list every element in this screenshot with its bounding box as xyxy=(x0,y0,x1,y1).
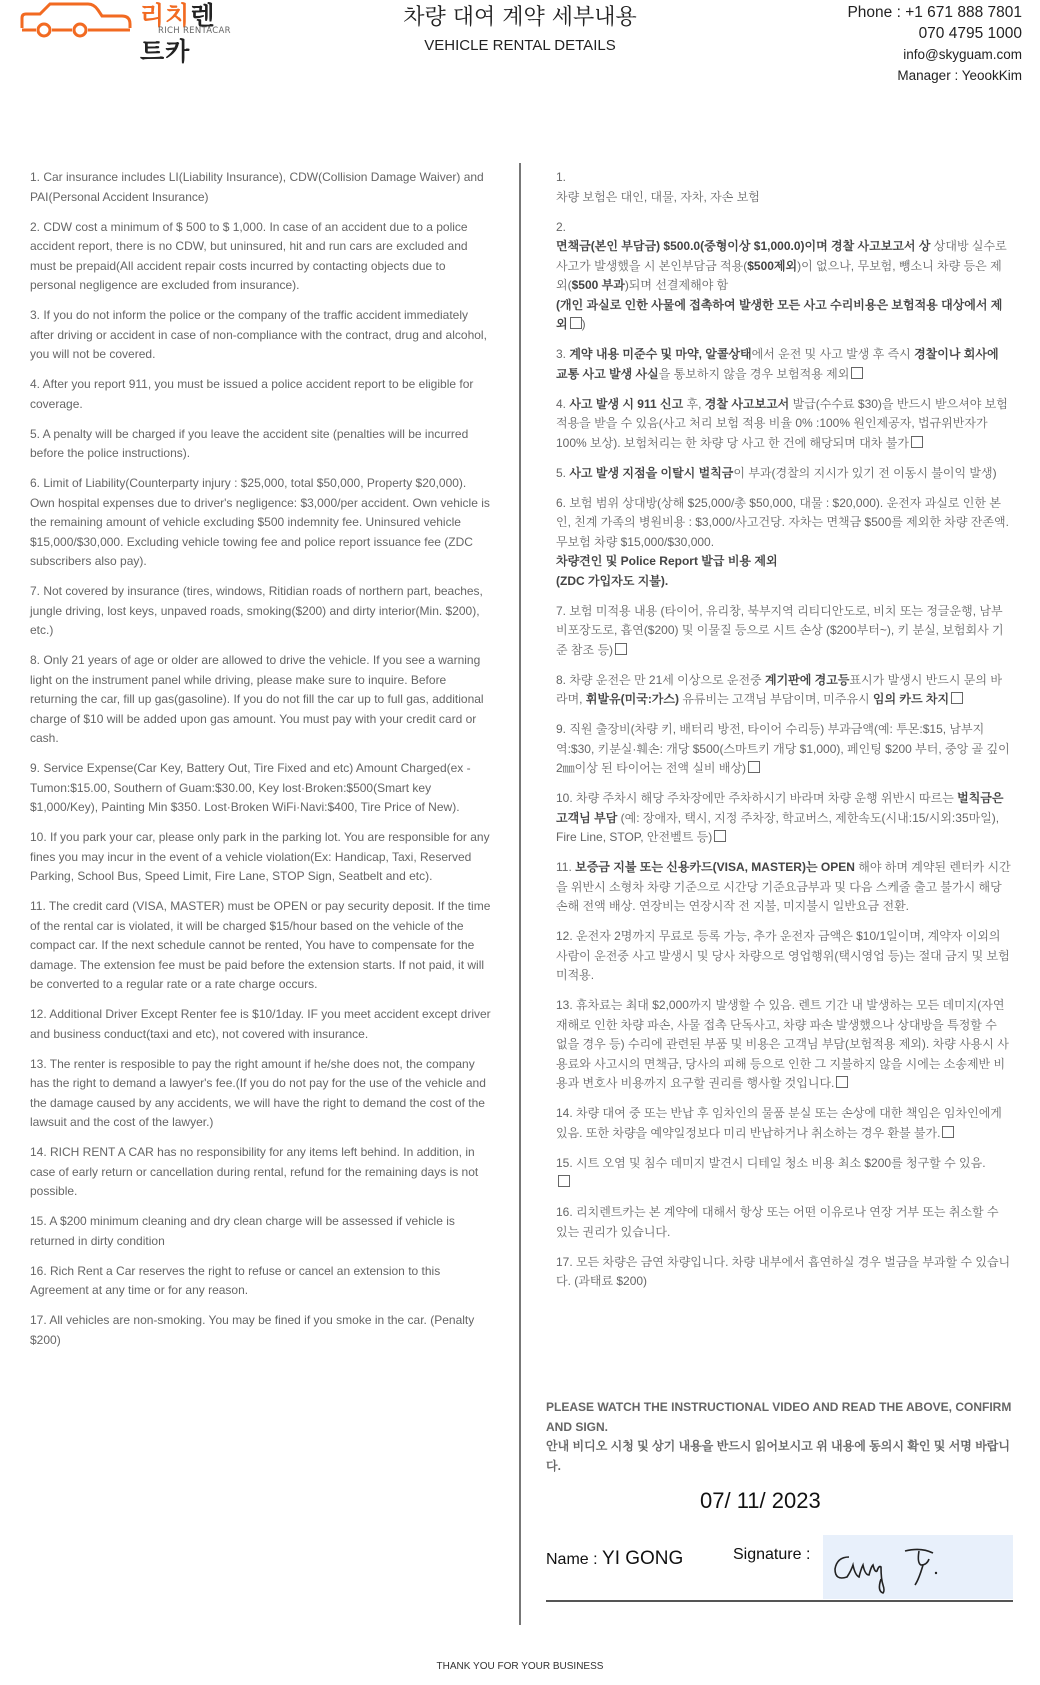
term-text: 상대방 실수로 사고가 발생했을 시 본인부담금 적용( xyxy=(556,239,1007,273)
english-term: 7. Not covered by insurance (tires, windows, Ritidian roads of northern part, beaches, jungle driving, lost keys, unpaved roads, smoking($200) and dirty interior(Min. $200), etc.) xyxy=(30,584,483,637)
term-text: 15. 시트 오염 및 침수 데미지 발견시 디테일 청소 비용 최소 $200를 청구할 수 있음. xyxy=(556,1155,986,1170)
term-bold: 사고 발생 시 911 신고 xyxy=(569,396,684,411)
term-text: )이 없으나, 무보험, 뺑소니 차량 등은 제외( xyxy=(556,258,1002,292)
korean-term-4 xyxy=(556,395,1011,454)
signature-line xyxy=(546,1600,1013,1602)
signature-drawing xyxy=(823,1535,1013,1599)
term-text: 11. xyxy=(556,860,576,874)
korean-term-14 xyxy=(556,1104,1011,1143)
term-text: 이 부과(경찰의 지시가 있기 전 이동시 불이익 발생) xyxy=(733,465,997,480)
term-bold: 차량견인 및 Police Report 발급 비용 제외 xyxy=(556,554,778,568)
term-text: 4. xyxy=(556,396,570,411)
checkbox[interactable] xyxy=(570,317,582,329)
term-bold: 계약 내용 미준수 및 마약, 알콜상태 xyxy=(569,347,752,361)
term-text: 5. xyxy=(556,465,570,480)
korean-term-15 xyxy=(556,1154,1011,1193)
term-text: 12. 운전자 2명까지 무료로 등록 가능, 추가 운전자 금액은 $10/1일이며, 계약자 이외의 사람이 운전중 사고 발생시 및 당사 차량으로 영업행위(택시영업 등)는 절대 금지 및 보험 미적용. xyxy=(556,929,1010,982)
term-bold: 사고 발생 지점을 이탈시 벌칙금 xyxy=(569,465,734,480)
english-term: 5. A penalty will be charged if you leave the accident site (penalties will be incurred before the police instructions). xyxy=(30,426,469,460)
name-label: Name : xyxy=(546,1551,603,1568)
term-bold: 임의 카드 차지 xyxy=(872,692,950,706)
contact-info xyxy=(847,2,1022,86)
english-term: 10. If you park your car, please only park in the parking lot. You are responsible for any fines you may incur in the event of a vehicle violation(Ex: Handicap, Taxi, Reserved Parking, School Bus, Speed Limit, Fire Lane, STOP Sign, Seatbelt and etc). xyxy=(30,830,490,883)
column-divider xyxy=(519,163,521,1625)
term-text: 6. 보험 범위 상대방(상해 $25,000/총 $50,000, 대물 : $20,000). 운전자 과실로 인한 본인, 친계 가족의 병원비용 : $3,000/사고건당. 자차는 면책금 $500를 제외한 차량 잔존액. 무보험 차량 $15,000/$30,000. xyxy=(556,495,1009,549)
checkbox[interactable] xyxy=(615,643,627,655)
english-term: 12. Additional Driver Except Renter fee is $10/1day. IF you meet accident except driver and business conduct(taxi and etc), not covered with insurance. xyxy=(30,1007,491,1041)
korean-term-13 xyxy=(556,996,1011,1094)
term-bold: 계기판에 경고등 xyxy=(764,672,850,687)
term-text: 3. xyxy=(556,347,570,361)
term-text: 표시가 발생시 반드시 문의 바라며, xyxy=(556,672,1002,706)
korean-term-9 xyxy=(556,720,1011,779)
korean-term-11 xyxy=(556,858,1011,917)
english-term: 16. Rich Rent a Car reserves the right to refuse or cancel an extension to this Agreement at any time or for any reason. xyxy=(30,1263,441,1297)
checkbox[interactable] xyxy=(558,1175,570,1187)
term-text: )되며 선결제해야 함 xyxy=(624,278,729,292)
korean-term-7 xyxy=(556,602,1011,661)
english-term: 17. All vehicles are non-smoking. You may be fined if you smoke in the car. (Penalty $200) xyxy=(30,1313,475,1347)
signature-field[interactable] xyxy=(823,1535,1013,1599)
term-bold: 벌칙금은 고객님 부담 xyxy=(556,791,1004,825)
term-text: 17. 모든 차량은 금연 차량입니다. 차량 내부에서 흡연하실 경우 벌금을 부과할 수 있습니다. (과태료 $200) xyxy=(556,1254,1011,1288)
term-text: 후, xyxy=(683,396,705,411)
term-number: 2. xyxy=(556,219,567,234)
company-logo xyxy=(18,0,238,66)
english-term: 11. The credit card (VISA, MASTER) must be OPEN or pay security deposit. If the time of the rental car is violated, it will be charged $15/hour based on the vehicle of the compact car. If the next schedule cannot be rented, You have to compensate for the damage. The extension fee must be paid before the extension starts. If not paid, it will be converted to a regular rate or a rate charge occurs. xyxy=(30,899,491,991)
term-text: 7. 보험 미적용 내용 (타이어, 유리창, 북부지역 리티디안도로, 비치 또는 정글운행, 남부 비포장도로, 흡연($200) 및 이물질 등으로 시트 손상 ($200부터~), 키 분실, 보험회사 기준 참조 등) xyxy=(556,603,1004,657)
term-text: 발급(수수료 $30)을 반드시 받으셔야 보험 적용을 받을 수 있음(사고 처리 보험 적용 비율 0% :100% 원인제공자, 법규위반자가 100% 보상). 보험처리는 한 차량 당 사고 한 건에 해당되며 대차 불가 xyxy=(556,396,1008,450)
korean-term-17 xyxy=(556,1253,1011,1292)
car-logo-icon xyxy=(18,0,142,40)
term-text: 14. 차량 대여 중 또는 반납 후 임차인의 물품 분실 또는 손상에 대한 책임은 임차인에게 있음. 또한 차량을 예약일정보다 미리 반납하거나 취소하는 경우 환불 불가. xyxy=(556,1106,1002,1140)
term-bold: $500 부과 xyxy=(571,278,625,292)
english-term: 8. Only 21 years of age or older are allowed to drive the vehicle. If you see a warning light on the instrument panel while driving, please make sure to inquire. Before returning the car, fill up gas(gasoline). If you do not fill the car up to full gas, additional charge of $10 will be added upon gas amount. You must pay with your credit card or cash. xyxy=(30,653,484,745)
checkbox[interactable] xyxy=(851,367,863,379)
korean-term-1 xyxy=(556,168,1011,207)
english-terms xyxy=(30,168,492,1361)
notice-english: PLEASE WATCH THE INSTRUCTIONAL VIDEO AND READ THE ABOVE, CONFIRM AND SIGN. xyxy=(546,1400,1012,1434)
contact-phone-2: 070 4795 1000 xyxy=(918,25,1022,42)
korean-term-10 xyxy=(556,789,1011,848)
term-text: ) xyxy=(581,317,586,331)
term-text: (예: 장애자, 택시, 지정 주차장, 학교버스, 제한속도(시내:15/시외:35마일), Fire Line, STOP, 안전벨트 등) xyxy=(556,810,1000,844)
english-term: 4. After you report 911, you must be issued a police accident report to be eligible for coverage. xyxy=(30,377,474,411)
logo-english: RICH RENTACAR xyxy=(158,26,231,36)
term-text: 8. 차량 운전은 만 21세 이상으로 운전중 xyxy=(556,672,765,687)
english-term: 3. If you do not inform the police or the company of the traffic accident immediately after driving or accident in case of non-compliance with the contract, drug and alcohol, you will not be covered. xyxy=(30,308,487,361)
term-bold: (ZDC 가입자도 지불). xyxy=(556,573,669,588)
korean-term-16 xyxy=(556,1203,1011,1242)
term-bold: 면책금(본인 부담금) $500.0(중형이상 $1,000.0)이며 경찰 사고보고서 상 xyxy=(556,239,931,253)
term-text: 13. 휴차료는 최대 $2,000까지 발생할 수 있음. 렌트 기간 내 발생하는 모든 데미지(자연재해로 인한 차량 파손, 사물 접촉 단독사고, 차량 파손 발생했으나 상대방을 특정할 수 없을 경우 등) 수리에 관련된 부품 및 비용은 고객님 부담(보험적용 제외). 차량 사용시 사용료와 사고시의 면책금, 당사의 피해 등으로 인한 그 지불하지 않을 시에는 소송제반 비용과 변호사 비용까지 요구할 권리를 행사할 것입니다. xyxy=(556,998,1009,1090)
term-text: 에서 운전 및 사고 발생 후 즉시 xyxy=(751,347,915,361)
term-text: 유류비는 고객님 부담이며, 미주유시 xyxy=(679,692,873,706)
checkbox[interactable] xyxy=(714,830,726,842)
term-number: 1. xyxy=(556,170,567,184)
term-bold: (개인 과실로 인한 사물에 접촉하여 발생한 모든 사고 수리비용은 보험적용 대상에서 제외 xyxy=(556,297,1003,331)
contract-date: 07/ 11/ 2023 xyxy=(700,1488,821,1513)
english-term: 14. RICH RENT A CAR has no responsibility for any items left behind. In addition, in case of early return or cancellation during rental, refund for the remaining days is not possible. xyxy=(30,1145,479,1198)
english-term: 2. CDW cost a minimum of $ 500 to $ 1,000. In case of an accident due to a police accident report, there is no CDW, but uninsured, hit and run cars are excluded and must be prepaid(All accident repair costs incurred by contacting objects due to personal negligence are excluded from insurance). xyxy=(30,219,468,292)
name-value: YI GONG xyxy=(602,1548,684,1569)
logo-wordmark: 리치렌트카 xyxy=(140,1,216,66)
term-bold: 경찰이나 회사에 교통 사고 발생 사실 xyxy=(556,347,999,381)
korean-term-3 xyxy=(556,345,1011,384)
korean-term-8 xyxy=(556,671,1011,710)
signature-label: Signature : xyxy=(733,1546,811,1563)
english-term: 1. Car insurance includes LI(Liability Insurance), CDW(Collision Damage Waiver) and PAI(Personal Accident Insurance) xyxy=(30,170,484,204)
renter-name xyxy=(546,1548,683,1570)
checkbox[interactable] xyxy=(951,692,963,704)
term-text: 을 통보하지 않을 경우 보험적용 제외 xyxy=(658,366,850,381)
document-header xyxy=(0,0,1040,100)
checkbox[interactable] xyxy=(836,1076,848,1088)
title-english: VEHICLE RENTAL DETAILS xyxy=(424,37,616,54)
term-text: 9. 직원 출장비(차량 키, 배터리 방전, 타이어 수리등) 부과금액(예: 투몬:$15, 남부지역:$30, 키분실·훼손: 개당 $500(스마트키 개당 $1,000), 페인팅 $200 부터, 중앙 골 깊이 2㎜이상 된 타이어는 전액 실비 배상) xyxy=(556,722,1010,775)
korean-terms xyxy=(556,168,1011,1302)
contact-manager: Manager : YeookKim xyxy=(897,68,1022,83)
confirmation-notice xyxy=(546,1398,1016,1476)
footer-thanks: THANK YOU FOR YOUR BUSINESS xyxy=(436,1661,604,1672)
term-bold: 경찰 사고보고서 xyxy=(704,396,790,411)
term-text: 해야 하며 계약된 렌터카 시간을 위반시 소형차 차량 기준으로 시간당 기준요금부과 및 다음 스케줄 출고 불가시 해당 손해 전액 배상. 연장비는 연장시작 전 지불, 미지불시 일반요금 전환. xyxy=(556,860,1011,913)
term-text: 16. 리치렌트카는 본 계약에 대해서 항상 또는 어떤 이유로나 연장 거부 또는 취소할 수 있는 권리가 있습니다. xyxy=(556,1205,999,1239)
korean-term-2 xyxy=(556,218,1011,335)
term-text: 10. 차량 주차시 해당 주차장에만 주차하시기 바라며 차량 운행 위반시 따르는 xyxy=(556,791,958,805)
korean-term-5 xyxy=(556,464,1011,484)
korean-term-12 xyxy=(556,927,1011,986)
contact-email: info@skyguam.com xyxy=(903,47,1022,62)
term-bold: 보증금 지불 또는 신용카드(VISA, MASTER)는 OPEN xyxy=(575,860,855,874)
checkbox[interactable] xyxy=(748,761,760,773)
contact-phone: Phone : +1 671 888 7801 xyxy=(847,4,1022,21)
notice-korean: 안내 비디오 시청 및 상기 내용을 반드시 읽어보시고 위 내용에 동의시 확인 및 서명 바랍니다. xyxy=(546,1439,1010,1473)
english-term: 13. The renter is resposible to pay the right amount if he/she does not, the company has the right to demand a lawyer's fee.(If you do not pay for the use of the vehicle and the damage caused by any accidents, we will have the right to demand the cost of the lawsuit and the cost of the lawyer.) xyxy=(30,1056,486,1129)
english-term: 6. Limit of Liability(Counterparty injury : $25,000, total $50,000, Property $20,000). Own hospital expenses due to driver's negligence: $3,000/per accident. Own vehicle is the remaining amount of vehicle excluding $500 indemnity fee. Uninsured vehicle $15,000/$30,000. Excluding vehicle towing fee and police report issuance fee (ZDC subscribers also pay). xyxy=(30,476,490,568)
title-korean: 차량 대여 계약 세부내용 xyxy=(403,5,637,30)
english-term: 15. A $200 minimum cleaning and dry clean charge will be assessed if vehicle is returned in dirty condition xyxy=(30,1214,455,1248)
term-bold: 휘발유(미국:가스) xyxy=(585,692,679,706)
korean-term-6 xyxy=(556,494,1011,592)
checkbox[interactable] xyxy=(911,436,923,448)
checkbox[interactable] xyxy=(942,1126,954,1138)
english-term: 9. Service Expense(Car Key, Battery Out, Tire Fixed and etc) Amount Charged(ex - Tumon:$15.00, Southern of Guam:$30.00, Key lost·Broken:$500(Smart key $1,000/Key), Painting Min $350. Lost·Broken WiFi·Navi:$400, Tire Price of New). xyxy=(30,761,471,814)
term-bold: $500제외 xyxy=(747,258,798,273)
term-text: 차량 보험은 대인, 대물, 자차, 자손 보험 xyxy=(556,189,760,204)
